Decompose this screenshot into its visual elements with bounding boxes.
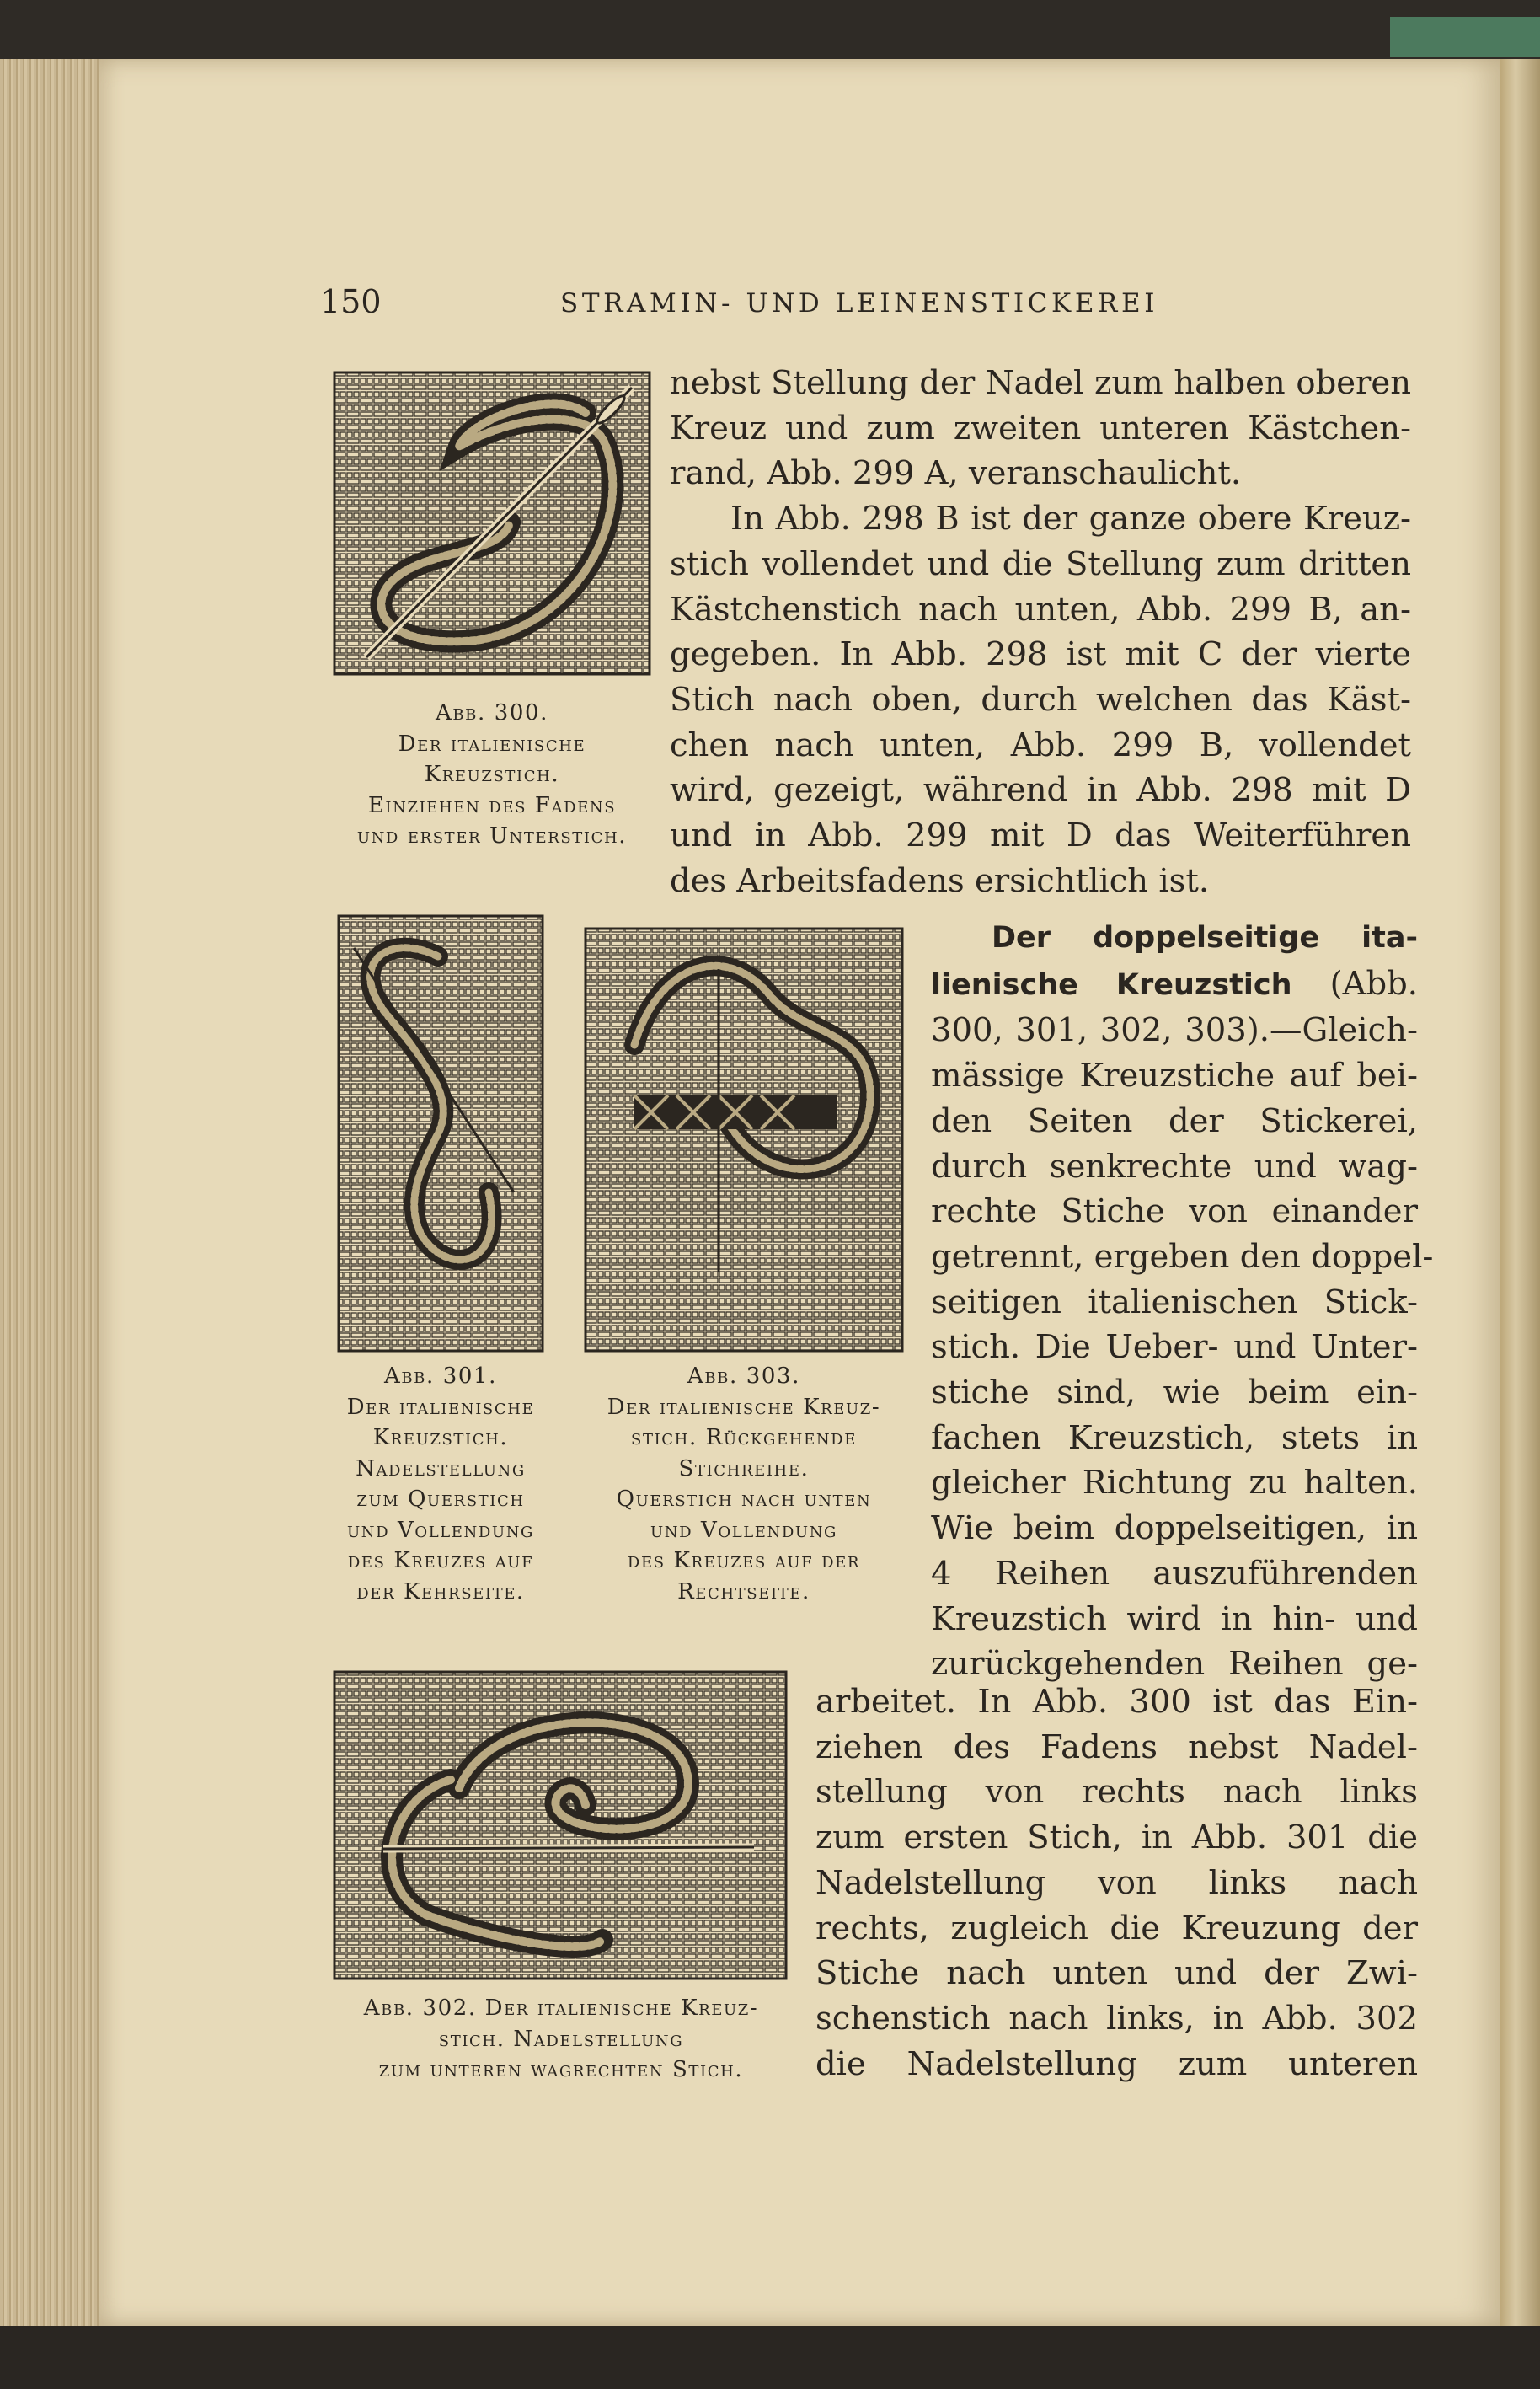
figure-303-desc-line: Rechtseite. <box>677 1578 810 1604</box>
figure-303-desc-line: Querstich nach unten <box>616 1486 872 1512</box>
figure-303-title-line: Der italienische Kreuz- <box>607 1394 881 1420</box>
figure-301-title-line: Kreuzstich. <box>372 1425 509 1450</box>
text-line: und in Abb. 299 mit D das Weiterführen <box>670 817 1411 855</box>
text-line: stich. Die Ueber- und Unter- <box>931 1328 1418 1367</box>
text-line: zurückgehenden Reihen ge- <box>931 1645 1418 1684</box>
figure-303-title-line: Stichreihe. <box>678 1455 810 1481</box>
figure-301-desc-line: zum Querstich <box>356 1486 525 1512</box>
text-line: zum ersten Stich, in Abb. 301 die <box>815 1819 1418 1857</box>
text-line: stellung von rechts nach links <box>815 1773 1418 1812</box>
figure-302-desc-line: stich. Nadelstellung <box>438 2026 684 2052</box>
text-line: rand, Abb. 299 A, veranschaulicht. <box>670 454 1242 493</box>
text-line: Kreuzstich wird in hin- und <box>931 1599 1418 1638</box>
paragraph-bottom <box>815 1679 1418 2086</box>
text-line: wird, gezeigt, während in Abb. 298 mit D <box>670 771 1411 810</box>
figure-302-desc-line: zum unteren wagrechten Stich. <box>378 2057 744 2082</box>
text-line: Stich nach oben, durch welchen das Käst- <box>670 680 1411 719</box>
text-line: 4 Reihen auszuführenden <box>931 1554 1418 1593</box>
figure-300-caption <box>333 698 651 852</box>
scan-background-top <box>0 0 1540 59</box>
text-line: getrennt, ergeben den doppel- <box>931 1237 1434 1276</box>
text-line: den Seiten der Stickerei, <box>931 1101 1418 1140</box>
section-heading-continued: lienische Kreuzstich <box>931 967 1292 1002</box>
figure-303-label: Abb. 303. <box>687 1363 801 1389</box>
text-line: stich vollendet und die Stellung zum dritten <box>670 544 1411 583</box>
paragraph-top <box>670 361 1411 903</box>
text-line: Stiche nach unten und der Zwi- <box>815 1954 1418 1993</box>
text-line: Nadelstellung von links nach <box>815 1863 1418 1902</box>
text-line: ziehen des Fadens nebst Nadel- <box>815 1727 1418 1766</box>
figure-300-title-line: Der italienische <box>398 731 586 757</box>
paragraph-middle <box>931 914 1434 1687</box>
figure-303-desc-line: und Vollendung <box>650 1517 838 1543</box>
text-line: gleicher Richtung zu halten. <box>931 1464 1418 1502</box>
page-gutter <box>1500 59 1540 2326</box>
figure-300-desc-line: Einziehen des Fadens <box>367 792 617 818</box>
text-line: gegeben. In Abb. 298 ist mit C der vierte <box>670 635 1411 674</box>
figure-301-illustration <box>337 914 544 1353</box>
text-line: die Nadelstellung zum unteren <box>815 2044 1418 2083</box>
text-line: 300, 301, 302, 303).—Gleich- <box>931 1011 1418 1050</box>
figure-303-illustration <box>584 927 904 1353</box>
text-line: chen nach unten, Abb. 299 B, vollendet <box>670 726 1411 764</box>
page-stack-edge <box>0 59 101 2326</box>
figure-301-label: Abb. 301. <box>383 1363 498 1389</box>
text-line: Kästchenstich nach unten, Abb. 299 B, an- <box>670 590 1411 629</box>
figure-302-illustration <box>333 1670 788 1980</box>
figure-303-caption <box>575 1361 912 1607</box>
figure-301-desc-line: der Kehrseite. <box>356 1578 525 1604</box>
text-line: mässige Kreuzstiche auf bei- <box>931 1057 1418 1095</box>
text-line: stiche sind, wie beim ein- <box>931 1374 1418 1412</box>
figure-300-illustration <box>333 371 651 676</box>
figure-301-desc-line: des Kreuzes auf <box>347 1548 534 1573</box>
text-line: des Arbeitsfadens ersichtlich ist. <box>670 861 1210 900</box>
text-line: fachen Kreuzstich, stets in <box>931 1418 1418 1457</box>
scan-background-bottom <box>0 2326 1540 2389</box>
text-line: rechte Stiche von einander <box>931 1192 1418 1231</box>
book-cover-edge <box>1390 17 1540 57</box>
figure-301-desc-line: Nadelstellung <box>356 1455 526 1481</box>
text-line: nebst Stellung der Nadel zum halben oberen <box>670 364 1411 402</box>
text-line: Wie beim doppelseitigen, in <box>931 1509 1418 1548</box>
figure-301-desc-line: und Vollendung <box>346 1517 535 1543</box>
text-line: seitigen italienischen Stick- <box>931 1283 1418 1321</box>
text-line: rechts, zugleich die Kreuzung der <box>815 1909 1418 1947</box>
text-line: In Abb. 298 B ist der ganze obere Kreuz- <box>730 500 1411 538</box>
figure-302-label: Abb. 302. Der italienische Kreuz- <box>363 1995 759 2021</box>
figure-300-title-line: Kreuzstich. <box>424 762 560 787</box>
figure-302-caption <box>329 1993 794 2086</box>
page-number: 150 <box>320 283 382 320</box>
heading-reference: (Abb. <box>1291 964 1419 1003</box>
text-line: Kreuz und zum zweiten unteren Kästchen- <box>670 409 1411 447</box>
figure-303-desc-line: des Kreuzes auf der <box>627 1548 861 1573</box>
text-line: arbeitet. In Abb. 300 ist das Ein- <box>815 1683 1418 1721</box>
section-heading: Der doppelseitige ita- <box>992 921 1418 955</box>
figure-300-label: Abb. 300. <box>435 700 549 726</box>
figure-300-desc-line: und erster Unterstich. <box>356 823 628 849</box>
text-line: schenstich nach links, in Abb. 302 <box>815 1999 1418 2038</box>
text-line: durch senkrechte und wag- <box>931 1147 1418 1186</box>
figure-303-title-line: stich. Rückgehende <box>631 1425 857 1450</box>
figure-301-caption <box>322 1361 559 1607</box>
figure-301-title-line: Der italienische <box>346 1394 535 1420</box>
running-title: STRAMIN- UND LEINENSTICKEREI <box>560 288 1159 319</box>
